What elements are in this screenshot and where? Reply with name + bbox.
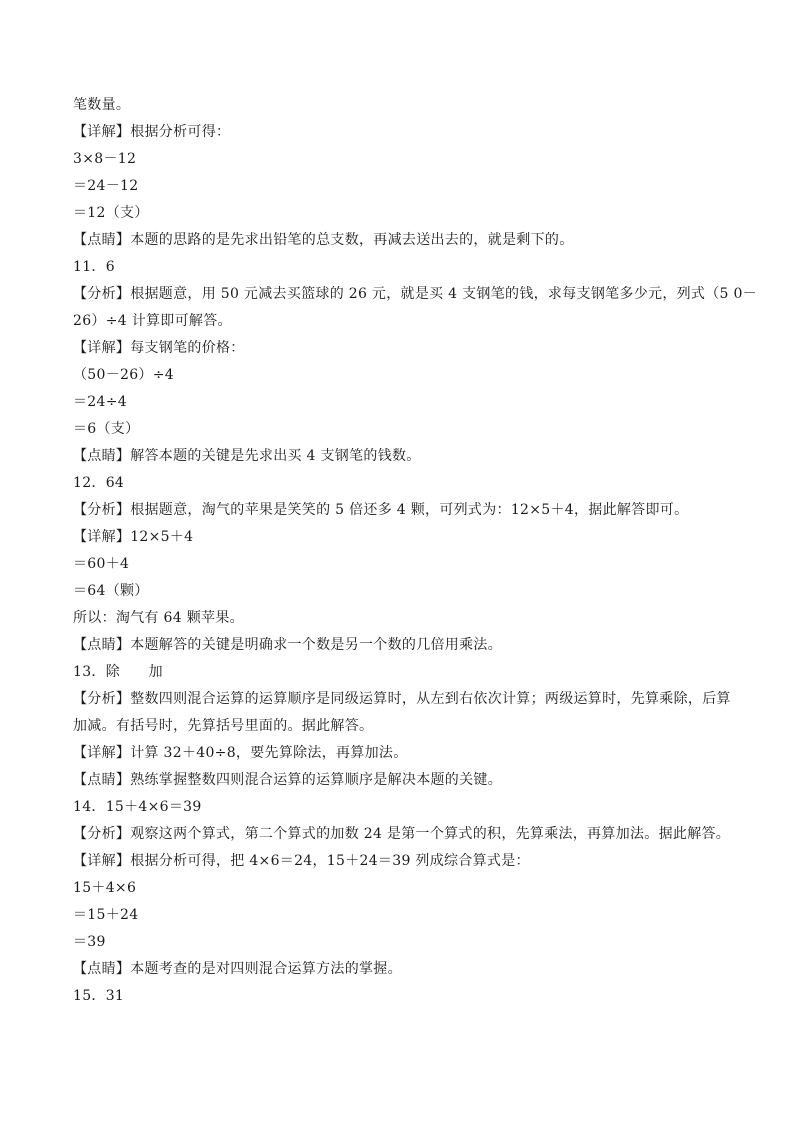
answer-text-block bbox=[73, 92, 757, 1010]
text-line: 笔数量。 bbox=[73, 97, 131, 113]
text-line: 【详解】每支钢笔的价格： bbox=[73, 340, 245, 356]
text-line: 3×8－12 bbox=[73, 151, 137, 167]
text-line: ＝24－12 bbox=[73, 178, 139, 194]
text-line: 【详解】根据分析可得，把 4×6＝24，15＋24＝39 列成综合算式是： bbox=[73, 853, 530, 869]
text-line: 【详解】计算 32＋40÷8，要先算除法，再算加法。 bbox=[73, 745, 408, 761]
text-line: 所以：淘气有 64 颗苹果。 bbox=[73, 610, 244, 626]
text-line: （50－26）÷4 bbox=[73, 367, 174, 383]
question-number: 14．15＋4×6＝39 bbox=[73, 799, 202, 815]
text-line: ＝6（支） bbox=[73, 421, 140, 437]
text-line: 【点睛】本题解答的关键是明确求一个数是另一个数的几倍用乘法。 bbox=[73, 637, 502, 653]
text-line: ＝24÷4 bbox=[73, 394, 127, 410]
text-line: 15＋4×6 bbox=[73, 880, 137, 896]
question-number: 13．除 加 bbox=[73, 664, 163, 680]
text-line: ＝64（颗） bbox=[73, 583, 149, 599]
text-line: ＝12（支） bbox=[73, 205, 149, 221]
question-number: 12．64 bbox=[73, 475, 125, 491]
text-line: ＝39 bbox=[73, 934, 106, 950]
question-number: 11．6 bbox=[73, 259, 115, 275]
text-line: 【点睛】解答本题的关键是先求出买 4 支钢笔的钱数。 bbox=[73, 448, 421, 464]
text-line: 【详解】根据分析可得： bbox=[73, 124, 231, 140]
text-line: 【分析】根据题意，用 50 元减去买篮球的 26 元，就是买 4 支钢笔的钱，求每支钢笔多少元，列式（5 0－ bbox=[73, 286, 757, 302]
text-line: 26）÷4 计算即可解答。 bbox=[73, 313, 232, 329]
text-line: 加减。有括号时，先算括号里面的。据此解答。 bbox=[73, 718, 374, 734]
text-line: 【详解】12×5＋4 bbox=[73, 529, 194, 545]
question-number: 15．31 bbox=[73, 988, 125, 1004]
text-line: ＝60＋4 bbox=[73, 556, 130, 572]
text-line: ＝15＋24 bbox=[73, 907, 139, 923]
text-line: 【分析】根据题意，淘气的苹果是笑笑的 5 倍还多 4 颗，可列式为：12×5＋4，据此解答即可。 bbox=[73, 502, 689, 518]
text-line: 【点睛】本题的思路的是先求出铅笔的总支数，再减去送出去的，就是剩下的。 bbox=[73, 232, 574, 248]
text-line: 【点睛】本题考查的是对四则混合运算方法的掌握。 bbox=[73, 961, 402, 977]
text-line: 【分析】整数四则混合运算的运算顺序是同级运算时，从左到右依次计算；两级运算时，先算乘除，后算 bbox=[73, 691, 731, 707]
text-line: 【点睛】熟练掌握整数四则混合运算的运算顺序是解决本题的关键。 bbox=[73, 772, 502, 788]
text-line: 【分析】观察这两个算式，第二个算式的加数 24 是第一个算式的积，先算乘法，再算加法。据此解答。 bbox=[73, 826, 731, 842]
